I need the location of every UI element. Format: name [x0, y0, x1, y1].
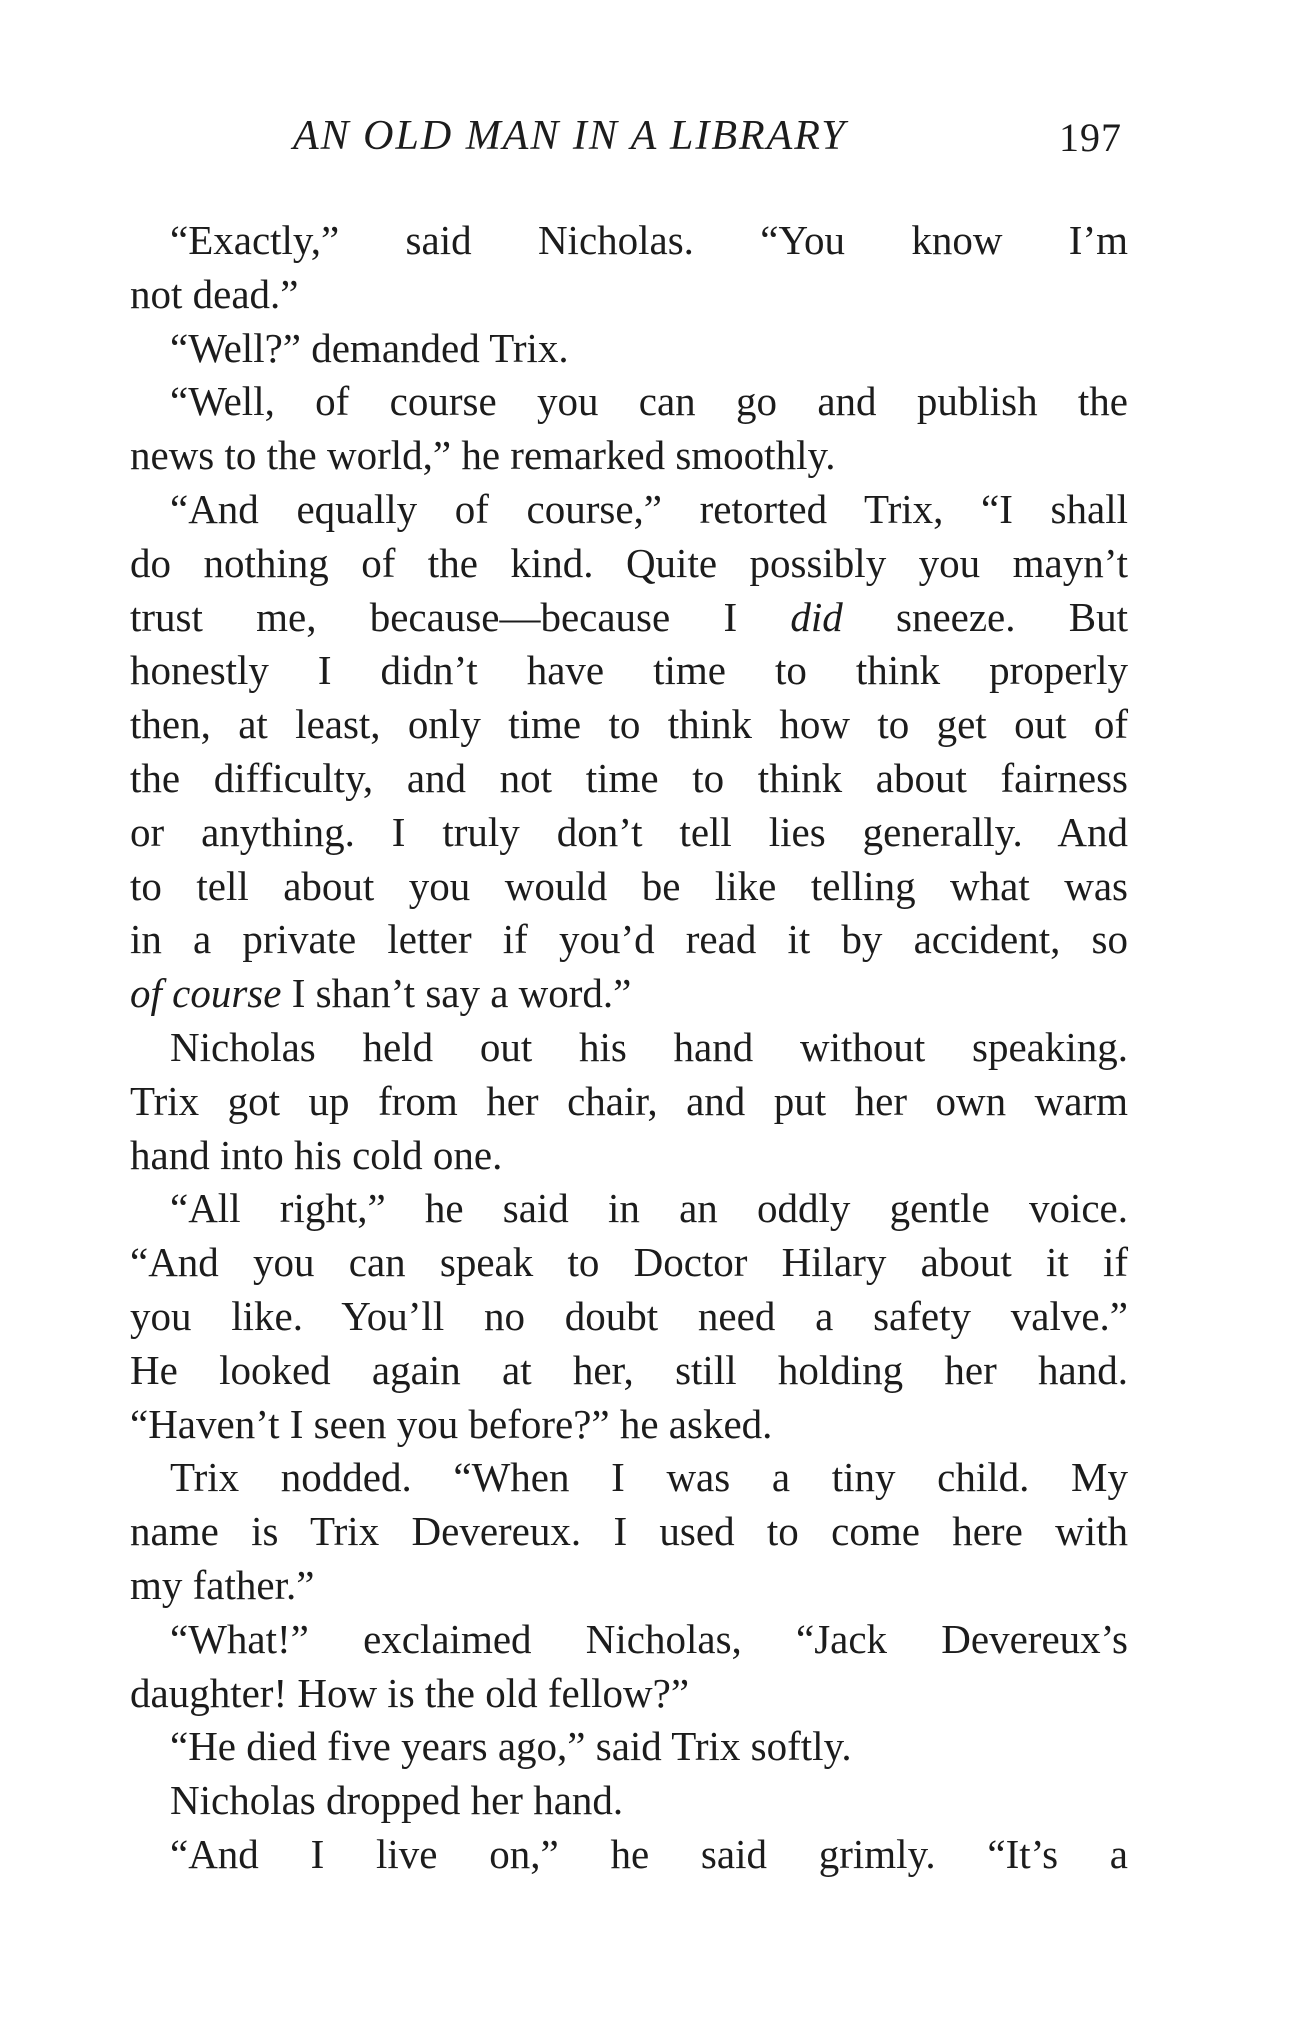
text-segment: Nicholas held out his hand without speaking.	[170, 1023, 1128, 1070]
text-segment: news to the world,” he remarked smoothly.	[130, 432, 836, 479]
text-segment: “What!” exclaimed Nicholas, “Jack Devereux’s	[170, 1615, 1128, 1662]
text-line	[130, 1774, 1128, 1828]
text-line	[130, 1720, 1128, 1774]
text-line	[130, 537, 1128, 591]
text-segment: name is Trix Devereux. I used to come here with	[130, 1508, 1128, 1555]
text-line	[130, 1505, 1128, 1559]
text-line	[130, 1667, 1128, 1721]
text-line	[130, 1290, 1128, 1344]
text-line	[130, 1129, 1128, 1183]
text-segment: sneeze. But	[842, 593, 1128, 640]
text-segment: the difficulty, and not time to think about fairness	[130, 754, 1128, 801]
text-line	[130, 752, 1128, 806]
text-segment: in a private letter if you’d read it by accident, so	[130, 916, 1128, 963]
text-segment: you like. You’ll no doubt need a safety valve.”	[130, 1292, 1128, 1339]
text-segment: hand into his cold one.	[130, 1131, 503, 1178]
text-segment: not dead.”	[130, 270, 299, 317]
text-line	[130, 1344, 1128, 1398]
text-line	[130, 860, 1128, 914]
text-line	[130, 268, 1128, 322]
text-segment: Trix nodded. “When I was a tiny child. My	[170, 1454, 1128, 1501]
text-line	[130, 483, 1128, 537]
text-line	[130, 1075, 1128, 1129]
text-line	[130, 913, 1128, 967]
text-segment: trust me, because—because I	[130, 593, 791, 640]
text-line	[130, 1398, 1128, 1452]
text-line	[130, 429, 1128, 483]
text-line	[130, 1559, 1128, 1613]
text-segment: daughter! How is the old fellow?”	[130, 1669, 690, 1716]
text-segment: He looked again at her, still holding her hand.	[130, 1346, 1128, 1393]
text-line	[130, 644, 1128, 698]
text-line	[130, 967, 1128, 1021]
text-line	[130, 1451, 1128, 1505]
text-segment: “And I live on,” he said grimly. “It’s a	[170, 1830, 1128, 1877]
italic-text: did	[790, 593, 843, 640]
running-title: AN OLD MAN IN A LIBRARY	[293, 113, 847, 159]
text-line	[130, 591, 1128, 645]
text-segment: I shan’t say a word.”	[281, 970, 632, 1017]
text-segment: “Well, of course you can go and publish the	[170, 378, 1128, 425]
italic-text: of course	[130, 970, 282, 1017]
text-line	[130, 322, 1128, 376]
text-line	[130, 1828, 1128, 1882]
running-head	[130, 108, 1130, 168]
text-line	[130, 1021, 1128, 1075]
text-segment: to tell about you would be like telling what was	[130, 862, 1128, 909]
text-line	[130, 1613, 1128, 1667]
text-line	[130, 1182, 1128, 1236]
text-segment: “Well?” demanded Trix.	[170, 324, 569, 371]
text-segment: “All right,” he said in an oddly gentle voice.	[170, 1185, 1128, 1232]
text-segment: then, at least, only time to think how to get out of	[130, 701, 1128, 748]
text-segment: “And equally of course,” retorted Trix, “I shall	[170, 485, 1128, 532]
text-line	[130, 1236, 1128, 1290]
text-segment: “Haven’t I seen you before?” he asked.	[130, 1400, 773, 1447]
text-segment: “And you can speak to Doctor Hilary about it if	[130, 1239, 1128, 1286]
text-line	[130, 214, 1128, 268]
text-segment: honestly I didn’t have time to think properly	[130, 647, 1128, 694]
text-segment: Trix got up from her chair, and put her own warm	[130, 1077, 1128, 1124]
text-segment: Nicholas dropped her hand.	[170, 1777, 624, 1824]
text-segment: do nothing of the kind. Quite possibly you mayn’t	[130, 539, 1128, 586]
text-segment: “He died five years ago,” said Trix softly.	[170, 1723, 852, 1770]
text-line	[130, 806, 1128, 860]
text-segment: “Exactly,” said Nicholas. “You know I’m	[170, 217, 1128, 263]
page-number: 197	[1059, 115, 1122, 160]
text-segment: or anything. I truly don’t tell lies generally. And	[130, 808, 1128, 855]
body-text	[130, 214, 1128, 1882]
text-line	[130, 698, 1128, 752]
text-segment: my father.”	[130, 1561, 315, 1608]
text-line	[130, 375, 1128, 429]
